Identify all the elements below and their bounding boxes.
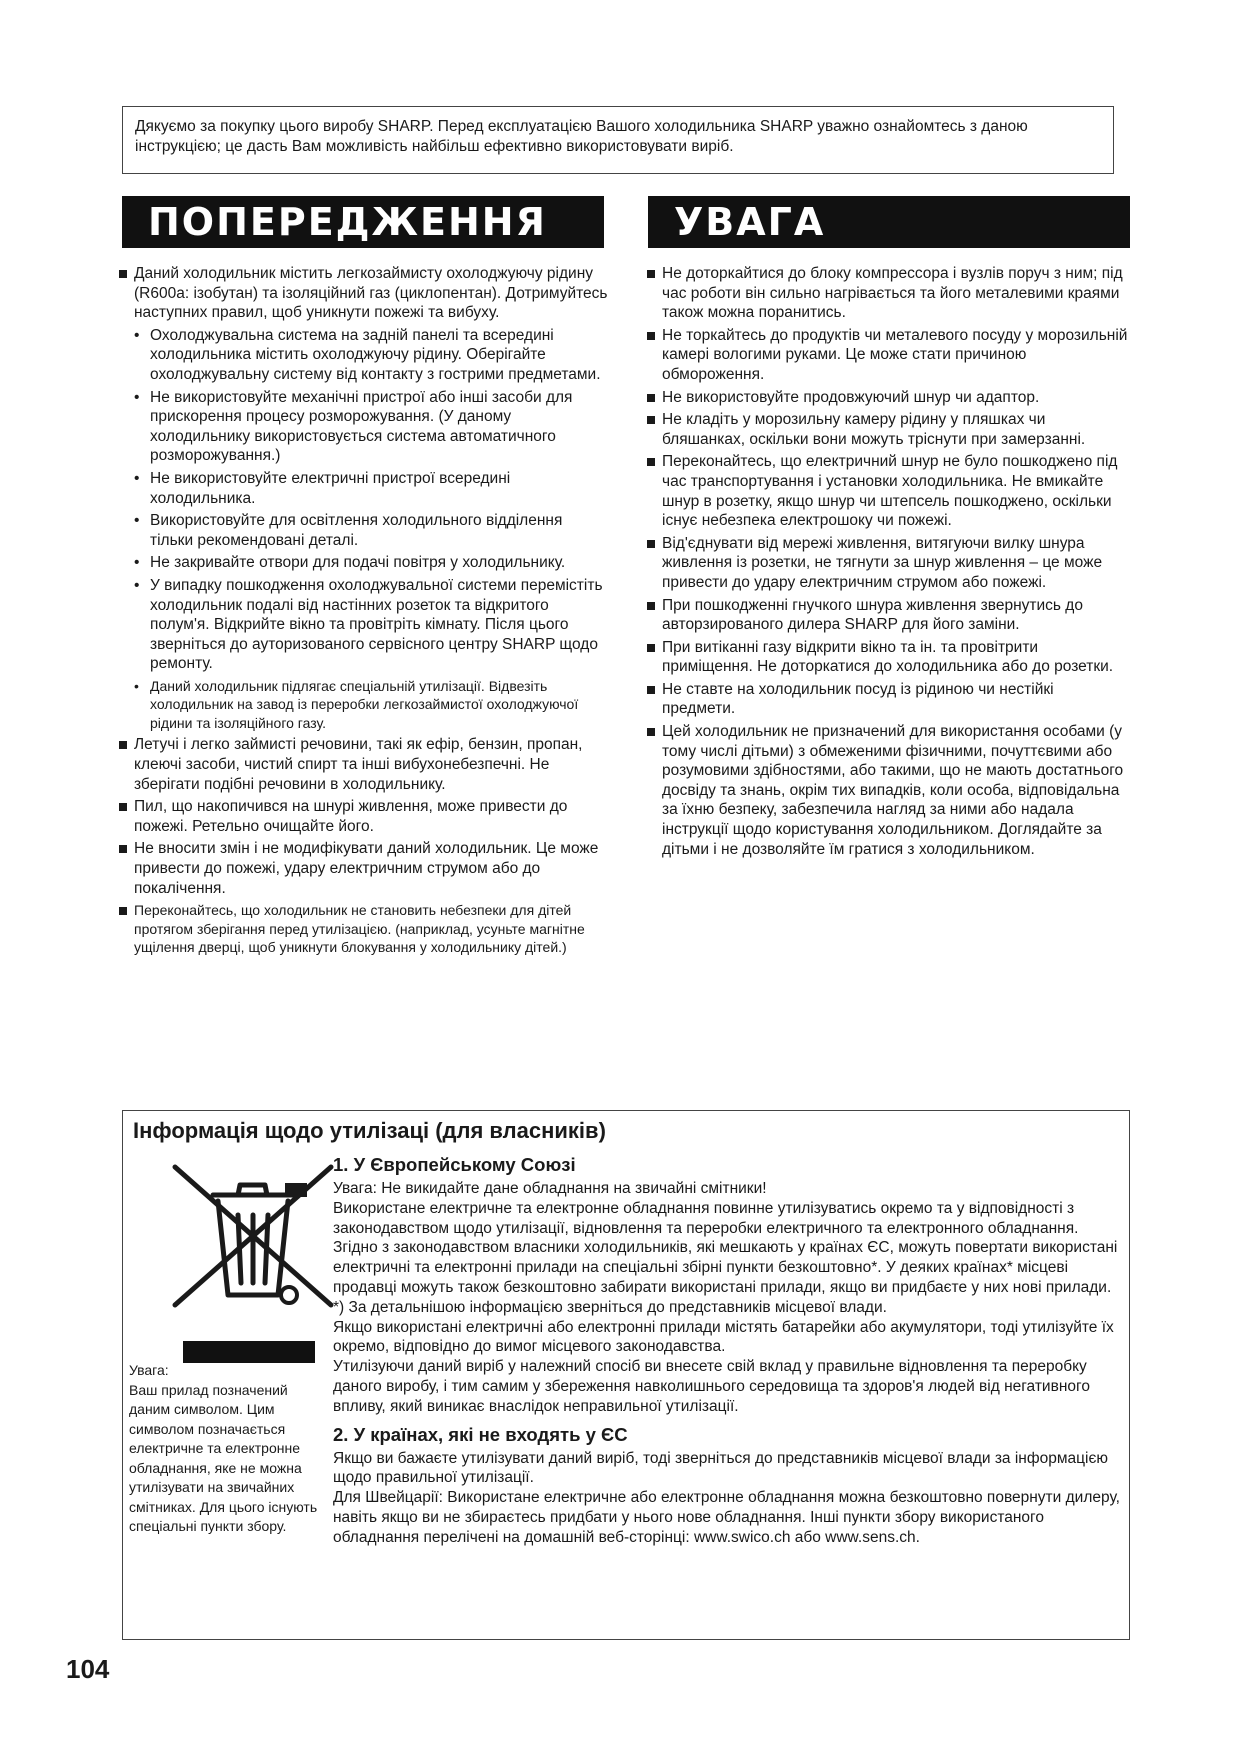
caution-item: Не торкайтесь до продуктів чи металевого посуду у морозильній камері вологими руками. Це може стати причиною обмороження. (646, 326, 1128, 385)
paragraph: Для Швейцарії: Використане електричне або електронне обладнання можна безкоштовно повернути дилеру, навіть якщо ви не збираєтесь придбати у нього нове обладнання. Інші пункти збору використаного обладнання перелічені на домашній веб-сторінці: www.swico.ch або www.sens.ch. (333, 1489, 1120, 1546)
warning-item: Летучі і легко займисті речовини, такі як ефір, бензин, пропан, клеючі засоби, чистий спирт та інші вибухонебезпечні. Не зберігати подібні речовини в холодильнику. (118, 735, 608, 794)
caution-item: При пошкодженні гнучкого шнура живлення звернутись до авторзированого дилера SHARP для його заміни. (646, 596, 1128, 635)
paragraph: Згідно з законодавством власники холодильників, які мешкають у країнах ЄС, можуть повертати використані електричні та електронні прилади на спеціальні збірні пункти безкоштовно*. У деяких країнах* місцеві продавці можуть також безкоштовно забирати використані прилади, якщо ви придбаєте у них нові прилади. (333, 1239, 1118, 1296)
disposal-caption (129, 1361, 329, 1537)
warning-subitem: • У випадку пошкодження охолоджувальної системи перемістіть холодильник подалі від настінних розеток та відкритого полум'я. Відкрийте вікно та провітріть кімнату. Після цього зверніться до ауторизованого сервісного центру SHARP щодо ремонту. (118, 576, 608, 674)
section-eu-title: 1. У Європейському Союзі (333, 1154, 576, 1175)
caption-text: Ваш прилад позначений даним символом. Цим символом позначається електричне та електронне обладнання, яке не можна утилізувати на звичайних смітниках. Для цього існують спеціальні пункти збору. (129, 1381, 318, 1534)
disposal-info-box (122, 1110, 1130, 1640)
section-non-eu-title: 2. У країнах, які не входять у ЄС (333, 1423, 628, 1445)
paragraph: Увага: Не викидайте дане обладнання на звичайні смітники! (333, 1180, 767, 1197)
caution-item: Від'єднувати від мережі живлення, витягуючи вилку шнура живлення із розетки, не тягнути за шнур живлення – це може привести до удару електричним струмом або пожежі. (646, 534, 1128, 593)
warning-banner: ПОПЕРЕДЖЕННЯ (122, 196, 604, 248)
paragraph: Використане електричне та електронне обладнання повинне утилізуватись окремо та у відповідності з законодавством щодо утилізації, відновлення та переробки електричного та електронного обладнання. (333, 1199, 1079, 1237)
warning-item: Не вносити змін і не модифікувати даний холодильник. Це може привести до пожежі, удару електричним струмом або до покалічення. (118, 839, 608, 898)
intro-box (122, 106, 1114, 174)
paragraph: *) За детальнішою інформацією зверніться до представників місцевої влади. (333, 1298, 887, 1316)
intro-text: Дякуємо за покупку цього виробу SHARP. Перед експлуатацією Вашого холодильника SHARP уважно ознайомтесь з даною інструкцією; це дасть Вам можливість найбільш ефективно використовувати виріб. (135, 118, 1028, 155)
caution-column (646, 264, 1128, 862)
paragraph: Якщо використані електричні або електронні прилади містять батарейки або акумулятори, тоді утилізуйте їх окремо, відповідно до вимог місцевого законодавства. (333, 1318, 1114, 1356)
warning-item: Переконайтесь, що холодильник не становить небезпеки для дітей протягом зберігання перед утилізацією. (наприклад, усуньте магнітне ущілення дверці, щоб уникнути блокування у холодильнику дітей.) (118, 901, 608, 957)
caution-item: Не доторкайтися до блоку компрессора і вузлів поруч з ним; під час роботи він сильно нагрівається та його металевими краями також можна поранитись. (646, 264, 1128, 323)
page-number: 104 (66, 1654, 110, 1684)
warning-subitem: • Не використовуйте електричні пристрої всередині холодильника. (118, 469, 608, 508)
caption-heading: Увага: (129, 1362, 169, 1378)
caution-item: Цей холодильник не призначений для використання особами (у тому числі дітьми) з обмеженими фізичними, почуттєвими або розумовими здібностями, або такими, що не мають достатнього досвіду та знань, окрім тих випадків, коли особа, відповідальна за їхню безпеку, забезпечила нагляд за ними або надала інструкції щодо користування холодильником. Доглядайте за дітьми і не дозволяйте їм гратися з холодильником. (646, 722, 1128, 859)
warning-subitem: • Не використовуйте механічні пристрої або інші засоби для прискорення процесу розморожування. (У даному холодильнику використовується система автоматичного розморожування.) (118, 388, 608, 466)
disposal-text (333, 1153, 1121, 1548)
caution-banner: УВАГА (648, 196, 1130, 248)
caution-item: Не ставте на холодильник посуд із рідиною чи нестійкі предмети. (646, 680, 1128, 719)
warning-item: Даний холодильник містить легкозаймисту охолоджуючу рідину (R600a: ізобутан) та ізоляційний газ (циклопентан). Дотримуйтесь наступних правил, щоб уникнути пожежі та вибуху. (118, 264, 608, 323)
warning-subitem: • Використовуйте для освітлення холодильного відділення тільки рекомендовані деталі. (118, 511, 608, 550)
warning-subitem: • Даний холодильник підлягає спеціальній утилізації. Відвезіть холодильник на завод із переробки легкозаймистої охолоджуючої рідини та ізоляційного газу. (118, 677, 608, 733)
paragraph: Якщо ви бажаєте утилізувати даний виріб, тоді зверніться до представників місцевої влади за інформацією щодо правильної утилізації. (333, 1449, 1108, 1487)
warning-item: Пил, що накопичився на шнурі живлення, може привести до пожежі. Ретельно очищайте його. (118, 797, 608, 836)
caution-item: Переконайтесь, що електричний шнур не було пошкоджено під час транспортування і установки холодильника. Не вмикайте шнур в розетку, якщо шнур чи штепсель пошкоджено, оскільки існує небезпека електрошоку чи пожежі. (646, 452, 1128, 530)
warning-subitem: • Охолоджувальна система на задній панелі та всередині холодильника містить охолоджуючу рідину. Оберігайте охолоджувальну систему від контакту з гострими предметами. (118, 326, 608, 385)
caution-item: Не кладіть у морозильну камеру рідину у пляшках чи бляшанках, оскільки вони можуть тріснути при замерзанні. (646, 410, 1128, 449)
warning-subitem: • Не закривайте отвори для подачі повітря у холодильнику. (118, 553, 608, 573)
warning-column (118, 264, 608, 960)
caution-item: Не використовуйте продовжуючий шнур чи адаптор. (646, 388, 1128, 408)
disposal-title: Інформація щодо утилізаці (для власників) (133, 1118, 606, 1143)
crossed-bin-icon (143, 1155, 343, 1365)
caution-item: При витіканні газу відкрити вікно та ін. та провітрити приміщення. Не доторкатися до холодильника або до розетки. (646, 638, 1128, 677)
paragraph: Утилізуючи даний виріб у належний спосіб ви внесете свій вклад у правильне відновлення та переробку даного виробу, і тим самим у збереження навколишнього середовища та здоров'я людей від негативного впливу, який виникає внаслідок неправильної утилізації. (333, 1358, 1090, 1415)
